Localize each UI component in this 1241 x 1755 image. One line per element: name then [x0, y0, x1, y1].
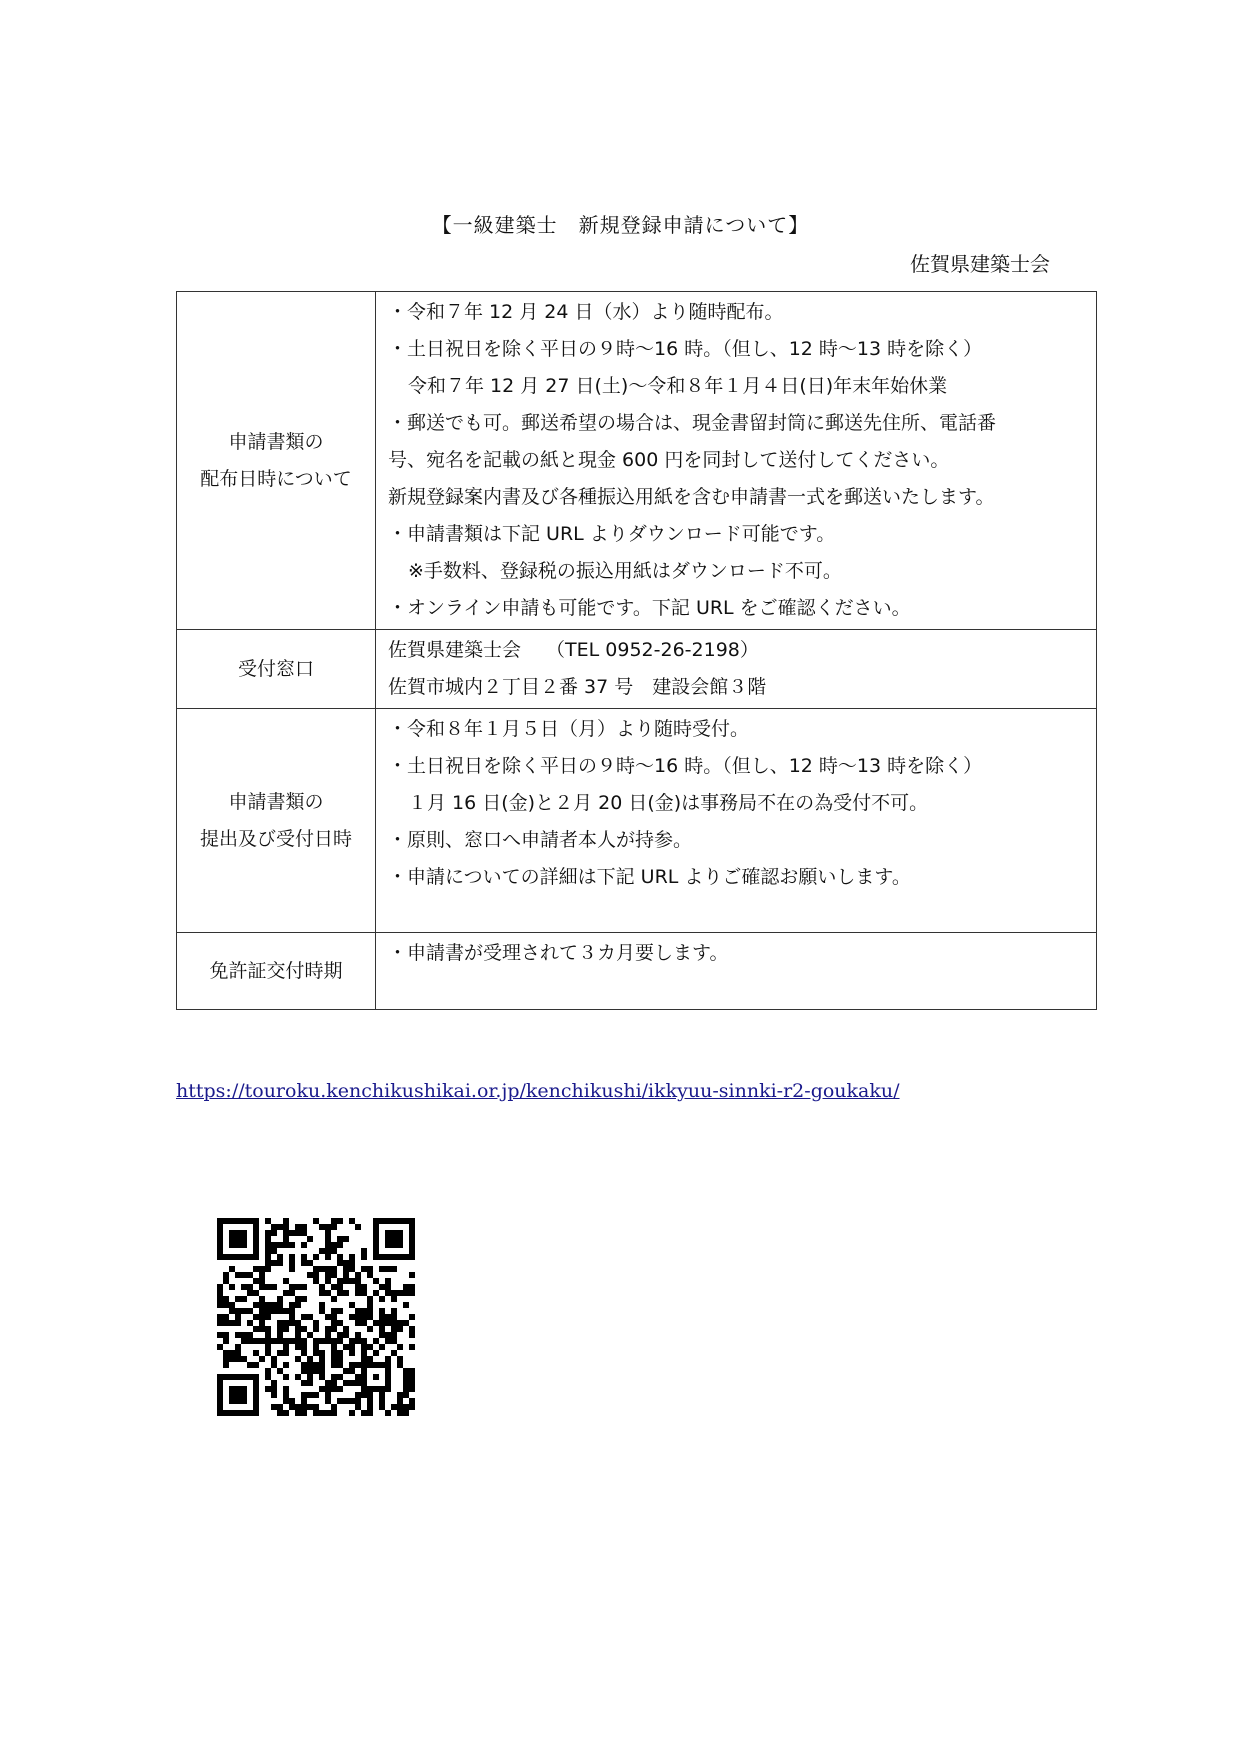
- content-line: ・土日祝日を除く平日の９時～16 時。（但し、12 時～13 時を除く）: [388, 755, 983, 777]
- content-line: 新規登録案内書及び各種振込用紙を含む申請書一式を郵送いたします。: [388, 486, 995, 508]
- row-content: [376, 709, 1097, 933]
- content-line: ・申請書類は下記 URL よりダウンロード可能です。: [388, 523, 836, 545]
- content-line: ・郵送でも可。郵送希望の場合は、現金書留封筒に郵送先住所、電話番: [388, 412, 997, 434]
- row-label: [177, 630, 376, 709]
- qr-code-icon: [217, 1218, 415, 1416]
- registration-url-link[interactable]: https://touroku.kenchikushikai.or.jp/kenchikushi/ikkyuu-sinnki-r2-goukaku/: [176, 1080, 900, 1102]
- content-line: 号、宛名を記載の紙と現金 600 円を同封して送付してください。: [388, 449, 950, 471]
- row-label: [177, 709, 376, 933]
- organization-name: 佐賀県建築士会: [910, 252, 1050, 276]
- info-table: [176, 291, 1097, 1010]
- row-label-line: 受付窓口: [237, 657, 314, 680]
- content-line: ・申請書が受理されて３カ月要します。: [388, 942, 729, 964]
- content-line: 佐賀県建築士会 （TEL 0952-26-2198）: [388, 639, 759, 661]
- content-line: 佐賀市城内２丁目２番 37 号 建設会館３階: [388, 676, 767, 698]
- content-line: ・令和８年１月５日（月）より随時受付。: [388, 718, 750, 740]
- content-line: 令和７年 12 月 27 日(土)～令和８年１月４日(日)年末年始休業: [408, 375, 948, 397]
- content-line: ・オンライン申請も可能です。下記 URL をご確認ください。: [388, 597, 911, 619]
- content-line: ・原則、窓口へ申請者本人が持参。: [388, 829, 693, 851]
- table-row: [177, 933, 1097, 1010]
- row-content: [376, 630, 1097, 709]
- content-line: ※手数料、登録税の振込用紙はダウンロード不可。: [408, 560, 842, 582]
- row-label-line: 提出及び受付日時: [199, 827, 352, 850]
- table-row: [177, 709, 1097, 933]
- row-label-line: 配布日時について: [200, 467, 352, 490]
- row-label-line: 免許証交付時期: [209, 959, 343, 982]
- row-content: [376, 933, 1097, 1010]
- content-line: １月 16 日(金)と２月 20 日(金)は事務局不在の為受付不可。: [408, 792, 929, 814]
- row-content: [376, 292, 1097, 630]
- row-label: [177, 292, 376, 630]
- table-row: [177, 292, 1097, 630]
- row-label: [177, 933, 376, 1010]
- content-line: ・申請についての詳細は下記 URL よりご確認お願いします。: [388, 866, 911, 888]
- content-line: ・令和７年 12 月 24 日（水）より随時配布。: [388, 301, 784, 323]
- row-label-line: 申請書類の: [228, 790, 324, 813]
- content-line: ・土日祝日を除く平日の９時～16 時。（但し、12 時～13 時を除く）: [388, 338, 983, 360]
- page-title: 【一級建築士 新規登録申請について】: [431, 213, 810, 237]
- table-row: [177, 630, 1097, 709]
- row-label-line: 申請書類の: [228, 430, 324, 453]
